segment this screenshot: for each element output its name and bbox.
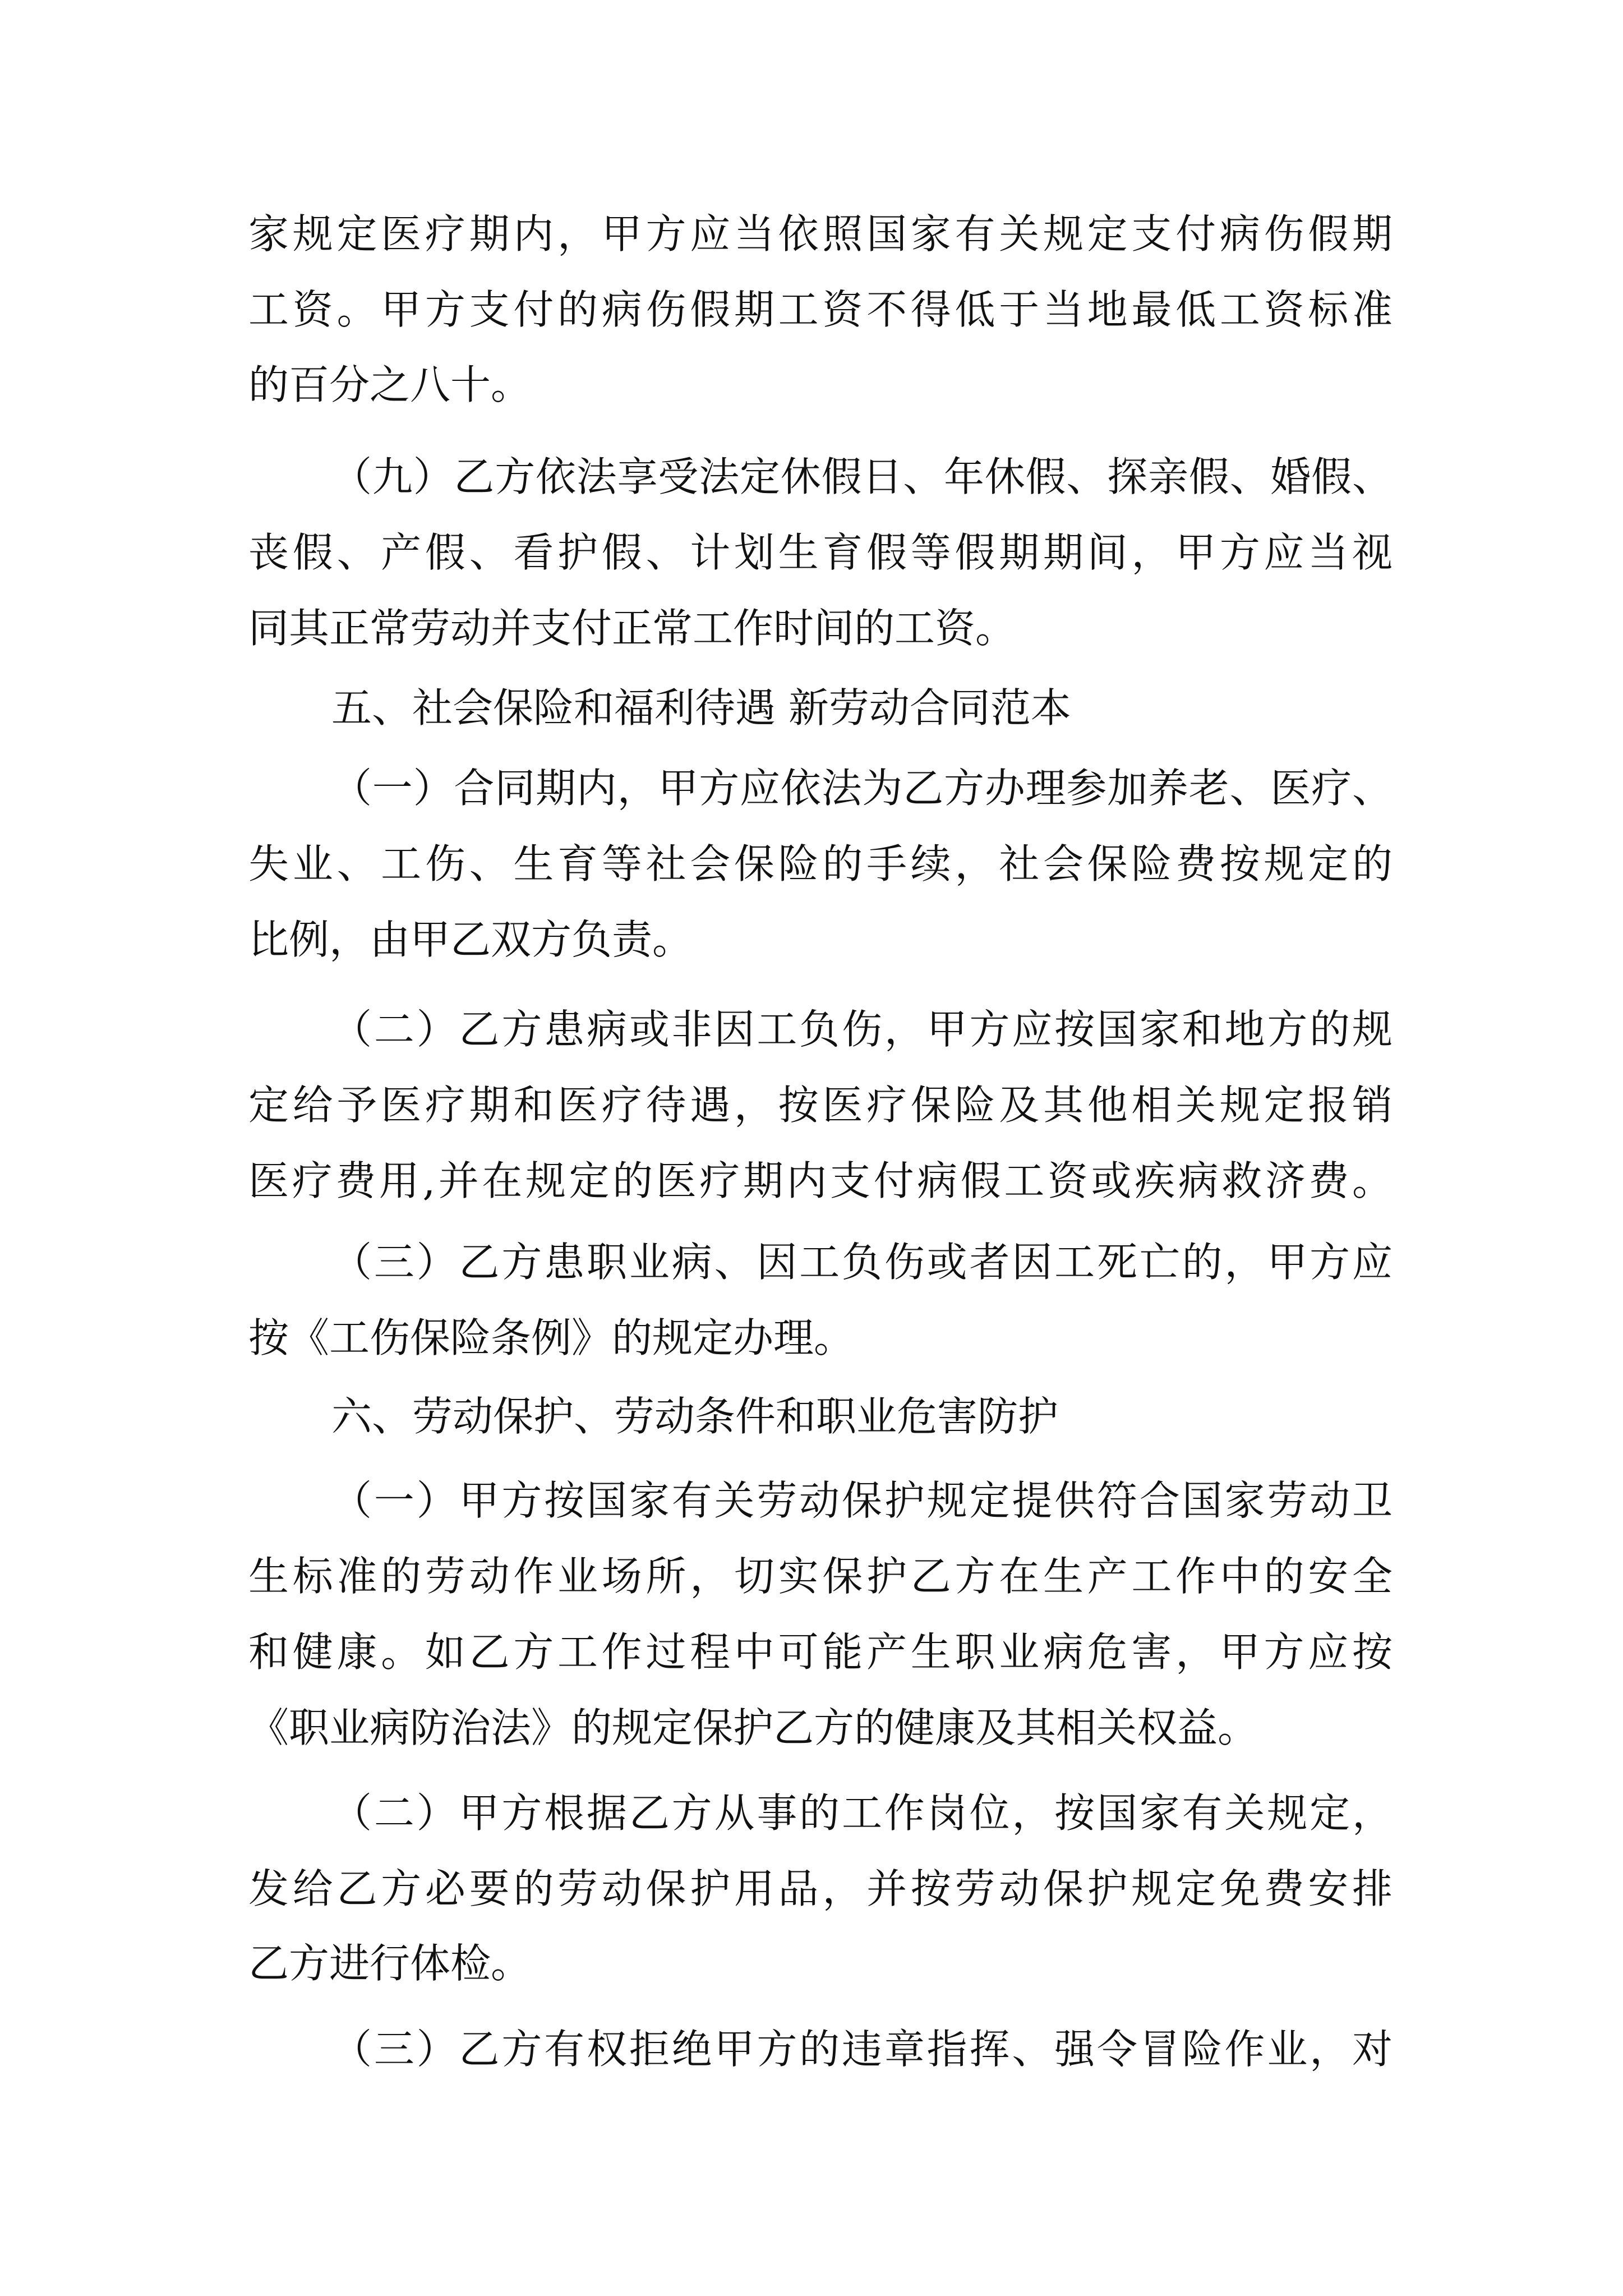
paragraph-line: （二）乙方患病或非因工负伤，甲方应按国家和地方的规 bbox=[331, 1006, 1393, 1053]
paragraph-line: 生标准的劳动作业场所，切实保护乙方在生产工作中的安全 bbox=[248, 1553, 1393, 1600]
section-heading: 五、社会保险和福利待遇 新劳动合同范本 bbox=[331, 684, 1071, 731]
paragraph-line: （一）合同期内，甲方应依法为乙方办理参加养老、医疗、 bbox=[331, 765, 1393, 812]
paragraph-line: （三）乙方有权拒绝甲方的违章指挥、强令冒险作业，对 bbox=[331, 2026, 1393, 2073]
paragraph-line: 《职业病防治法》的规定保护乙方的健康及其相关权益。 bbox=[248, 1704, 1258, 1751]
paragraph-line: 和健康。如乙方工作过程中可能产生职业病危害，甲方应按 bbox=[248, 1628, 1393, 1676]
paragraph-line: 发给乙方必要的劳动保护用品，并按劳动保护规定免费安排 bbox=[248, 1865, 1393, 1912]
paragraph-line: （一）甲方按国家有关劳动保护规定提供符合国家劳动卫 bbox=[331, 1477, 1393, 1524]
paragraph-line: （三）乙方患职业病、因工负伤或者因工死亡的，甲方应 bbox=[331, 1239, 1393, 1286]
paragraph-line: 定给予医疗期和医疗待遇，按医疗保险及其他相关规定报销 bbox=[248, 1082, 1393, 1129]
section-heading: 六、劳动保护、劳动条件和职业危害防护 bbox=[331, 1393, 1059, 1440]
paragraph-line: 家规定医疗期内，甲方应当依照国家有关规定支付病伤假期 bbox=[248, 210, 1393, 257]
paragraph-line: （二）甲方根据乙方从事的工作岗位，按国家有关规定， bbox=[331, 1789, 1393, 1837]
paragraph-line: 工资。甲方支付的病伤假期工资不得低于当地最低工资标准 bbox=[248, 286, 1393, 333]
paragraph-line: 比例，由甲乙双方负责。 bbox=[248, 916, 693, 963]
paragraph-line: （九）乙方依法享受法定休假日、年休假、探亲假、婚假、 bbox=[331, 453, 1393, 500]
paragraph-line: 的百分之八十。 bbox=[248, 361, 532, 408]
paragraph-line: 乙方进行体检。 bbox=[248, 1940, 532, 1987]
paragraph-line: 按《工伤保险条例》的规定办理。 bbox=[248, 1314, 855, 1361]
paragraph-line: 医疗费用,并在规定的医疗期内支付病假工资或疾病救济费。 bbox=[248, 1157, 1393, 1204]
paragraph-line: 丧假、产假、看护假、计划生育假等假期期间，甲方应当视 bbox=[248, 529, 1393, 576]
paragraph-line: 同其正常劳动并支付正常工作时间的工资。 bbox=[248, 605, 1016, 652]
paragraph-line: 失业、工伤、生育等社会保险的手续，社会保险费按规定的 bbox=[248, 840, 1393, 887]
